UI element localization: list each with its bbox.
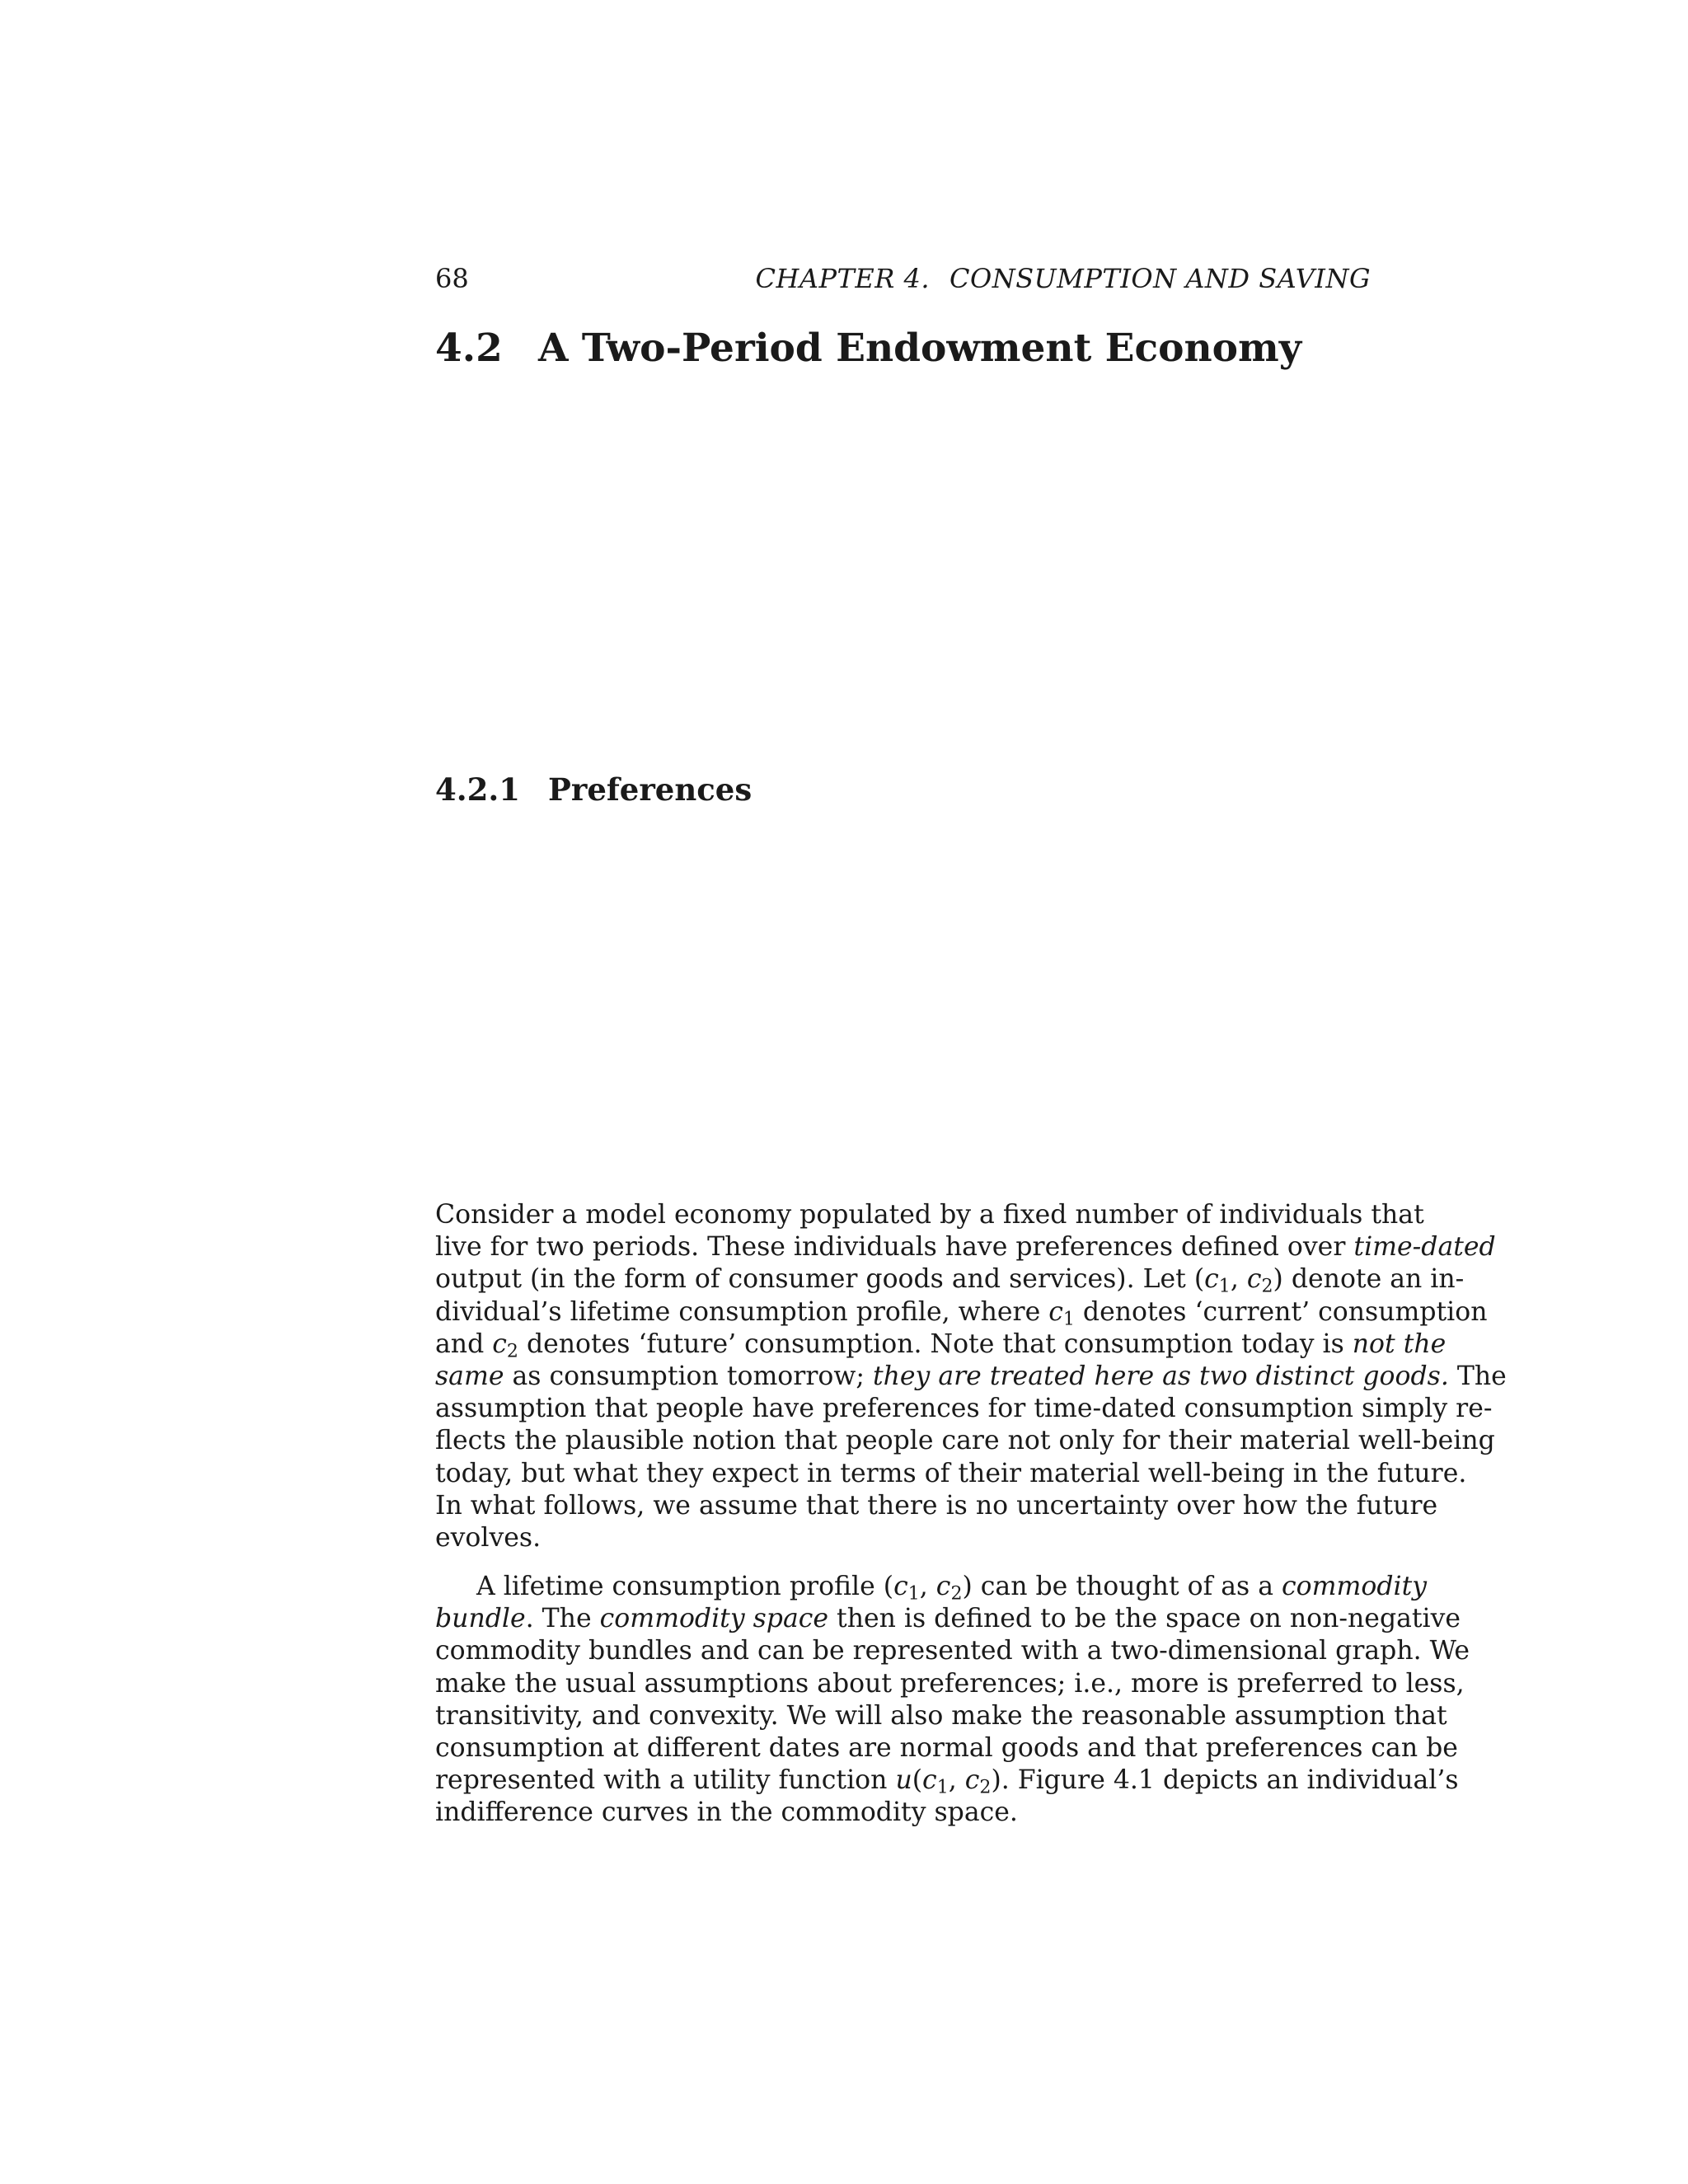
text-line: bundle. The commodity space then is defined to be the space on non-negative	[435, 1604, 1461, 1634]
chapter-title: CONSUMPTION AND SAVING	[950, 263, 1371, 294]
text-line: In what follows, we assume that there is no uncertainty over how the future	[435, 1490, 1438, 1521]
paragraph-preferences-2	[435, 1571, 1470, 1830]
text-line: A lifetime consumption profile ($c_1$, $c_2$) can be thought of as a commodity	[476, 1572, 1428, 1605]
text-line: assumption that people have preferences for time-dated consumption simply re-	[435, 1394, 1493, 1424]
text-line: Consider a model economy populated by a fixed number of individuals that	[435, 1200, 1424, 1230]
text-line: today, but what they expect in terms of their material well-being in the future.	[435, 1458, 1467, 1488]
text-line: dividual’s lifetime consumption profile, where $c_1$ denotes ‘current’ consumption	[435, 1296, 1488, 1330]
text-line: commodity bundles and can be represented with a two-dimensional graph. We	[435, 1636, 1470, 1666]
section-heading	[435, 324, 1301, 373]
running-head	[755, 262, 1371, 295]
page-number: 68	[435, 263, 469, 294]
text-line: flects the plausible notion that people care not only for their material well-being	[435, 1426, 1495, 1456]
subsection-heading	[435, 770, 752, 809]
text-line: and $c_2$ denotes ‘future’ consumption. Note that consumption today is not the	[435, 1329, 1447, 1362]
text-line: make the usual assumptions about preferences; i.e., more is preferred to less,	[435, 1668, 1465, 1699]
text-line: live for two periods. These individuals have preferences defined over time-dated	[435, 1232, 1496, 1263]
text-line: transitivity, and convexity. We will also make the reasonable assumption that	[435, 1700, 1447, 1731]
section-number: 4.2	[435, 326, 503, 371]
subsection-number: 4.2.1	[435, 771, 520, 808]
text-line: same as consumption tomorrow; they are treated here as two distinct goods. The	[435, 1361, 1507, 1392]
text-line: output (in the form of consumer goods and services). Let ($c_1$, $c_2$) denote an in-	[435, 1264, 1465, 1297]
subsection-title: Preferences	[548, 771, 753, 808]
text-line: represented with a utility function $u(c_1$, $c_2$). Figure 4.1 depicts an individual’s	[435, 1765, 1459, 1798]
section-title: A Two-Period Endowment Economy	[538, 326, 1302, 371]
text-line: evolves.	[435, 1523, 542, 1554]
text-line: consumption at different dates are normal goods and that preferences can be	[435, 1733, 1458, 1764]
text-line: indifference curves in the commodity space.	[435, 1797, 1018, 1828]
paragraph-preferences-1	[435, 1199, 1507, 1554]
chapter-label: CHAPTER 4.	[755, 263, 931, 294]
